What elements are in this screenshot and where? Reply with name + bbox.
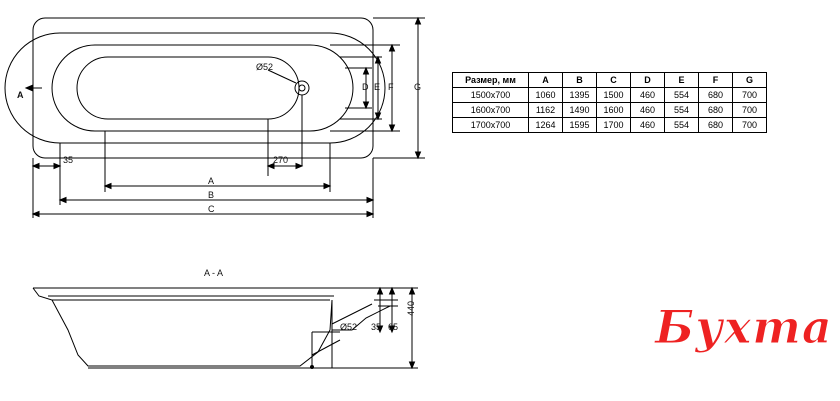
watermark-logo: Бухта bbox=[655, 300, 833, 354]
table-row bbox=[453, 118, 767, 133]
drain-diameter-label-top: Ø52 bbox=[256, 62, 274, 72]
dim-65-label-section: 65 bbox=[388, 322, 399, 332]
dim-arrow-d-top bbox=[364, 68, 369, 74]
dim-g-label: G bbox=[414, 82, 422, 92]
section-right-profile bbox=[300, 300, 332, 368]
table-cell: 460 bbox=[631, 118, 665, 133]
table-cell: 1060 bbox=[529, 88, 563, 103]
table-cell: 1600 bbox=[597, 103, 631, 118]
drain-circle-inner bbox=[299, 85, 305, 91]
table-cell: 460 bbox=[631, 88, 665, 103]
dim-35-label-top: 35 bbox=[63, 155, 74, 165]
table-cell: 700 bbox=[733, 103, 767, 118]
table-cell: 680 bbox=[699, 118, 733, 133]
section-marker-a-label: A bbox=[17, 90, 24, 100]
tub-bowl-outline bbox=[52, 45, 353, 131]
dim-arrow-g-top bbox=[416, 18, 421, 24]
table-cell: 700 bbox=[733, 88, 767, 103]
dim-f-label: F bbox=[388, 82, 394, 92]
table-cell: 1500 bbox=[597, 88, 631, 103]
table-header-cell-g: G bbox=[733, 73, 767, 88]
drain-diameter-label-section: Ø52 bbox=[340, 322, 358, 332]
dim-440-label: 440 bbox=[406, 300, 416, 316]
sec-drain-diam-leader bbox=[312, 340, 340, 355]
dim-a-label: A bbox=[208, 176, 215, 186]
dim-270-label-top: 270 bbox=[273, 155, 289, 165]
table-cell: 1595 bbox=[563, 118, 597, 133]
table-cell: 700 bbox=[733, 118, 767, 133]
table-cell: 1700x700 bbox=[453, 118, 529, 133]
table-cell: 1395 bbox=[563, 88, 597, 103]
dim-arrow-g-bottom bbox=[416, 152, 421, 158]
table-cell: 1700 bbox=[597, 118, 631, 133]
table-cell: 680 bbox=[699, 103, 733, 118]
drain-circle-outer bbox=[295, 81, 309, 95]
dim-e-label: E bbox=[374, 82, 381, 92]
table-cell: 554 bbox=[665, 118, 699, 133]
table-cell: 554 bbox=[665, 88, 699, 103]
table-cell: 1500x700 bbox=[453, 88, 529, 103]
table-header-cell-f: F bbox=[699, 73, 733, 88]
table-cell: 1600x700 bbox=[453, 103, 529, 118]
table-row bbox=[453, 103, 767, 118]
dimensions-table bbox=[452, 72, 767, 133]
table-cell: 680 bbox=[699, 88, 733, 103]
tub-outline-top bbox=[33, 18, 373, 158]
table-header-cell-b: B bbox=[563, 73, 597, 88]
section-arrow-a bbox=[26, 85, 33, 91]
table-header-cell-c: C bbox=[597, 73, 631, 88]
table-cell: 554 bbox=[665, 103, 699, 118]
tub-inner-rim bbox=[5, 33, 385, 143]
table-cell: 460 bbox=[631, 103, 665, 118]
section-detail-line-2 bbox=[332, 304, 372, 324]
table-cell: 1490 bbox=[563, 103, 597, 118]
dim-arrow-f-top bbox=[390, 45, 395, 51]
dim-arrow-d-bottom bbox=[364, 102, 369, 108]
section-title-label: A - A bbox=[204, 268, 224, 278]
table-header-cell-size: Размер, мм bbox=[453, 73, 529, 88]
table-header-row bbox=[453, 73, 767, 88]
table-header-cell-d: D bbox=[631, 73, 665, 88]
dim-d-label: D bbox=[362, 82, 369, 92]
table-cell: 1264 bbox=[529, 118, 563, 133]
table-header-cell-a: A bbox=[529, 73, 563, 88]
dim-arrow-f-bottom bbox=[390, 125, 395, 131]
dim-c-label: C bbox=[208, 204, 215, 214]
table-cell: 1162 bbox=[529, 103, 563, 118]
dim-35-label-section: 35 bbox=[371, 322, 382, 332]
section-drain-dot bbox=[310, 365, 314, 369]
table-header-cell-e: E bbox=[665, 73, 699, 88]
dim-b-label: B bbox=[208, 190, 215, 200]
table-row bbox=[453, 88, 767, 103]
